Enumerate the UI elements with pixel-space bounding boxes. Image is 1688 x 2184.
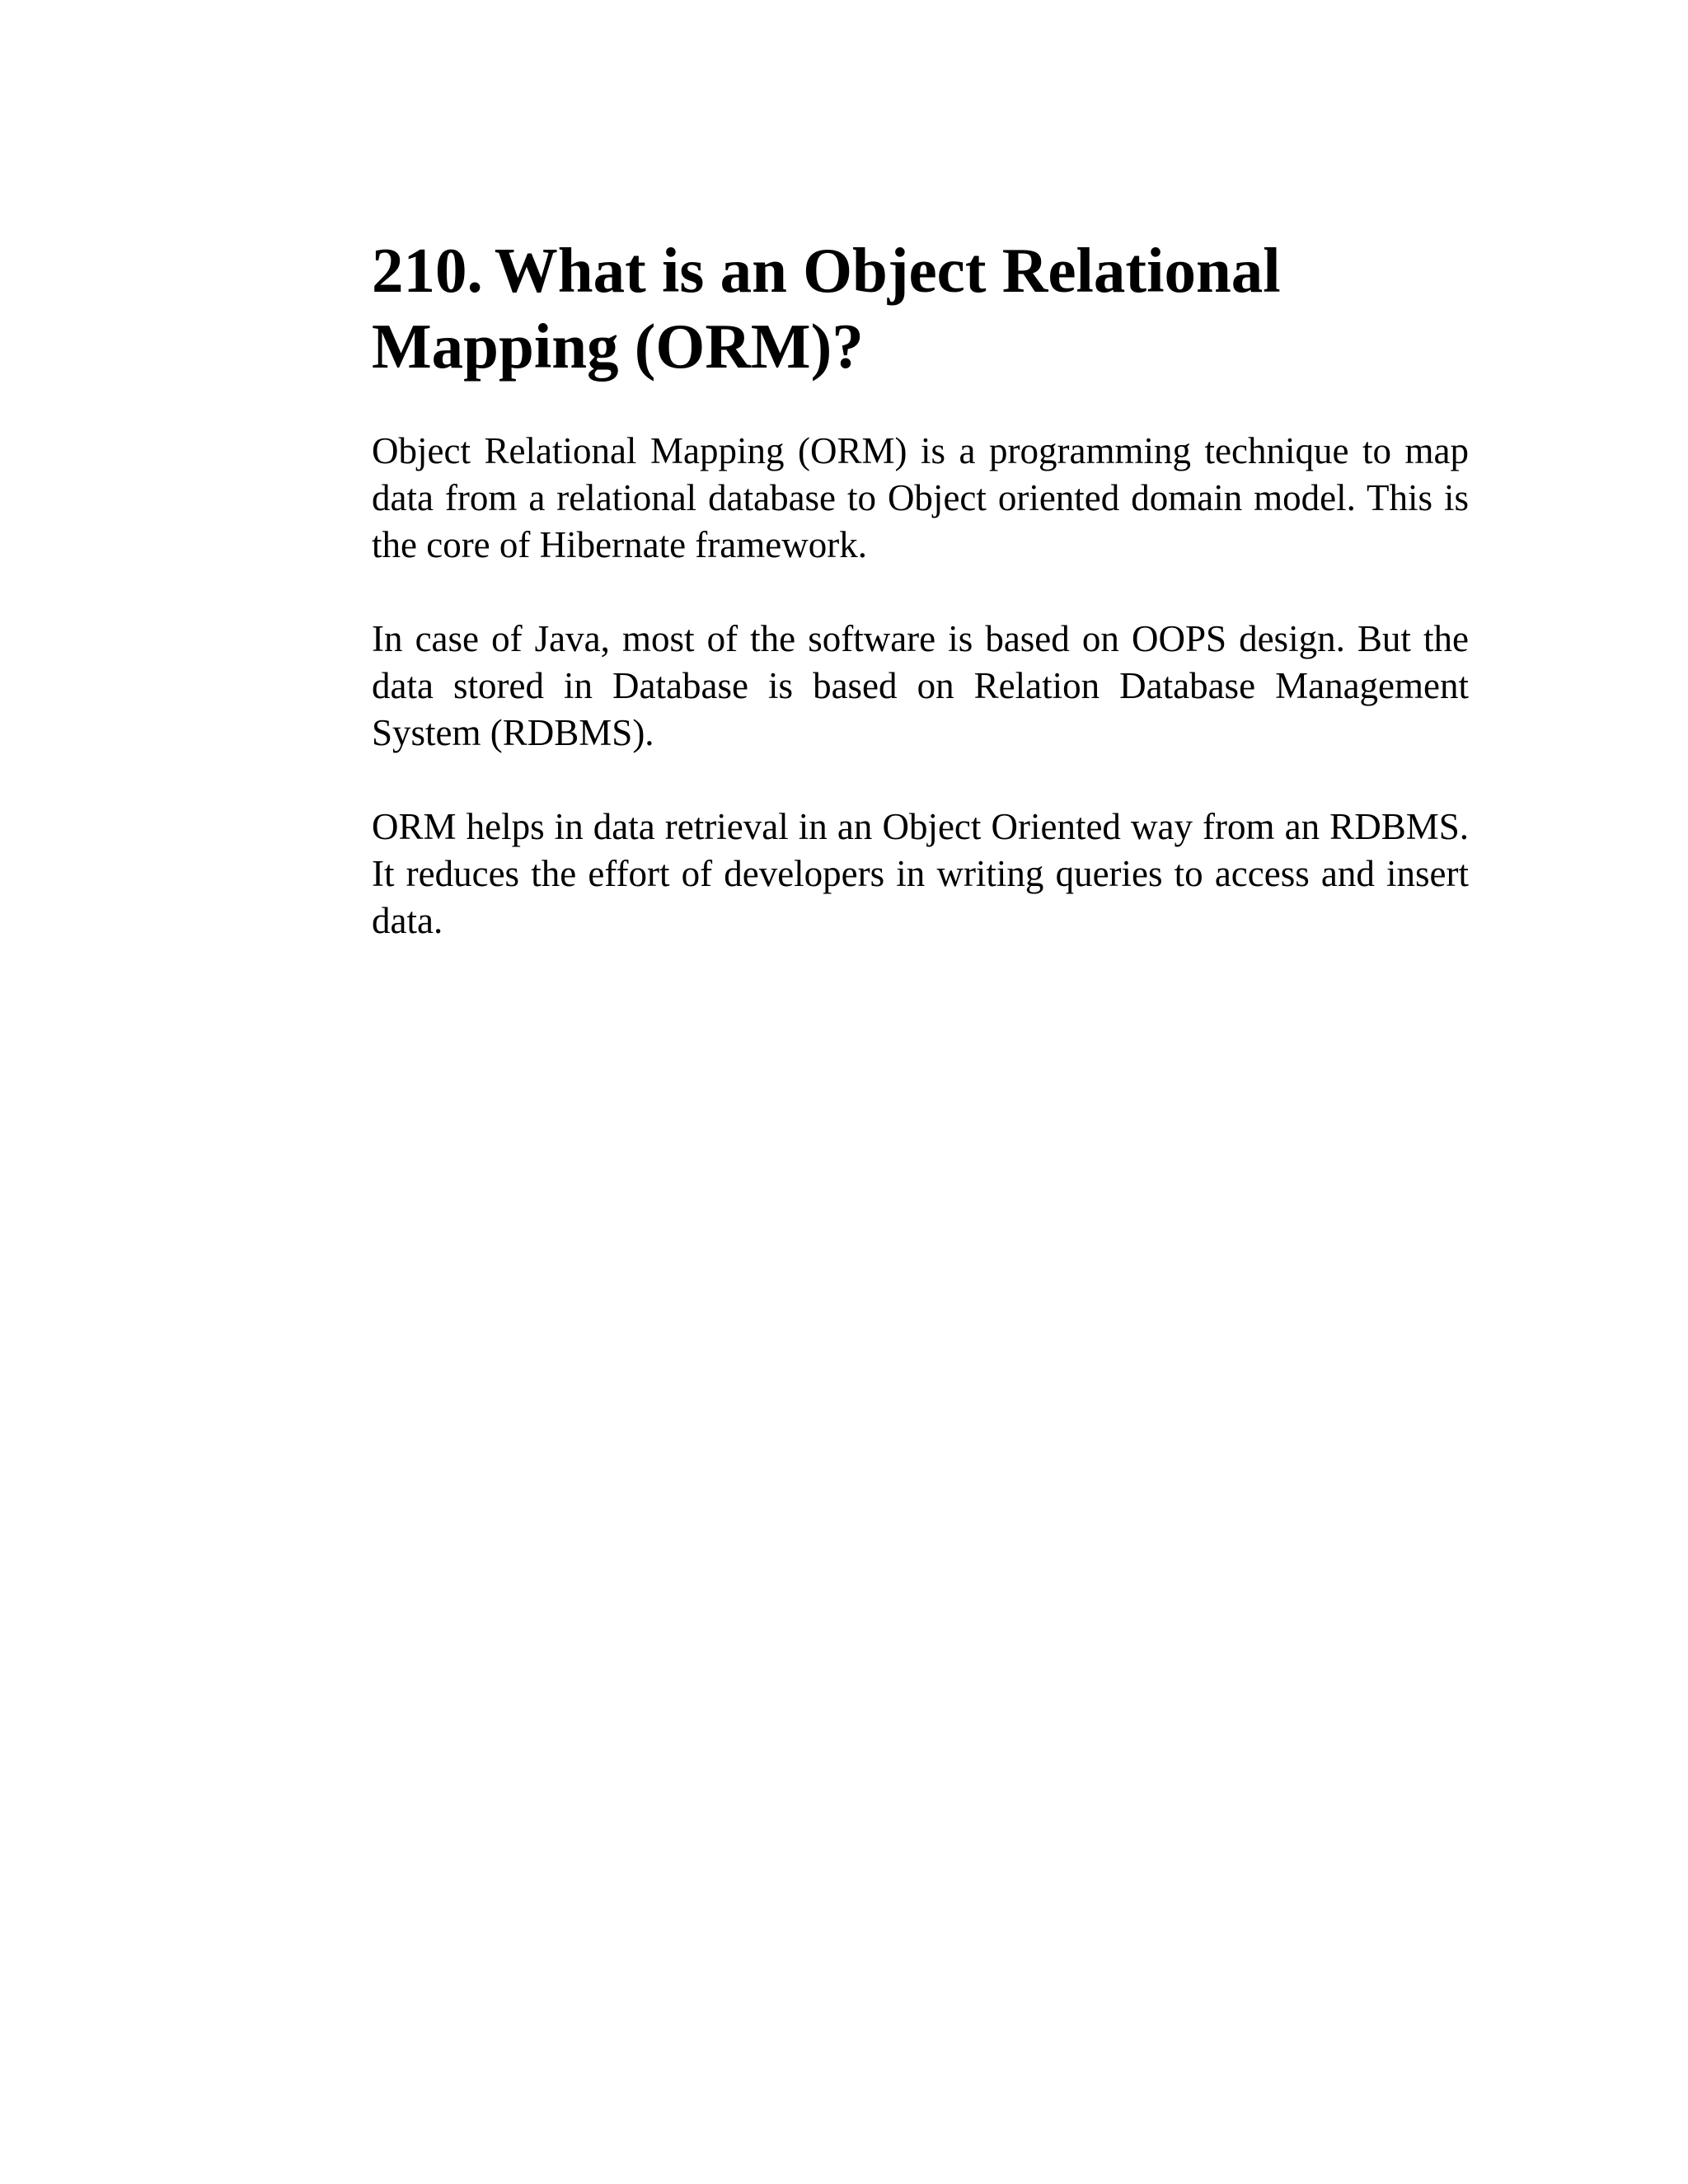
paragraph-java-rdbms: In case of Java, most of the software is based on OOPS design. But the data stored in Database is based on Relation Database Management System (RDBMS). bbox=[372, 618, 1469, 753]
question-number: 210. bbox=[372, 235, 483, 306]
question-title: What is an Object Relational Mapping (ORM)? bbox=[372, 235, 1281, 382]
paragraph-orm-definition: Object Relational Mapping (ORM) is a programming technique to map data from a relational database to Object oriented domain model. This is the core of Hibernate framework. bbox=[372, 430, 1469, 565]
paragraph-orm-benefits: ORM helps in data retrieval in an Object Oriented way from an RDBMS. It reduces the effort of developers in writing queries to access and insert data. bbox=[372, 806, 1469, 941]
page-content bbox=[372, 232, 1469, 944]
question-heading bbox=[372, 232, 1469, 384]
